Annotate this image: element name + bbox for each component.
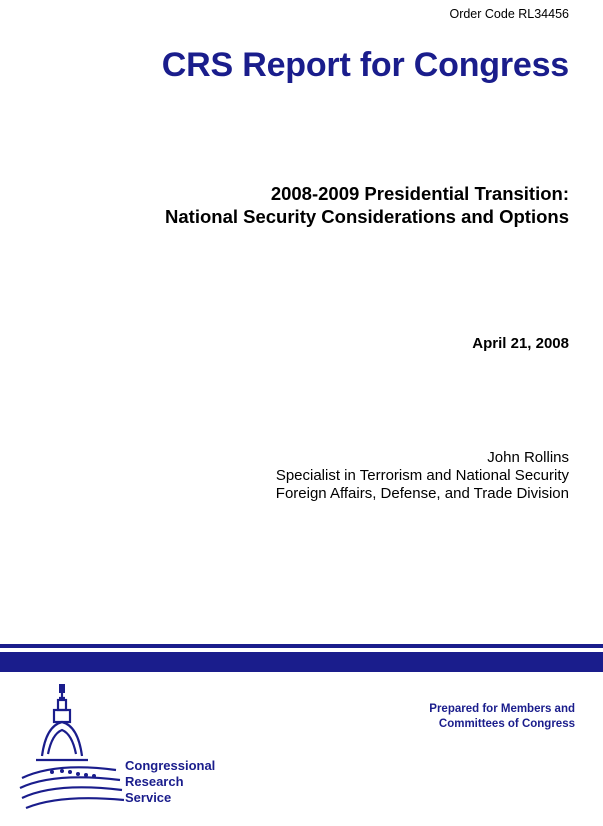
prepared-line2: Committees of Congress (438, 718, 575, 730)
logo-line3: Service (125, 790, 172, 805)
author-block (276, 449, 569, 503)
logo-line2: Research (125, 774, 184, 789)
document-title (165, 182, 569, 228)
prepared-for (429, 702, 575, 732)
prepared-line1: Prepared for Members and (429, 703, 575, 715)
crs-logo-text (125, 758, 215, 806)
document-date: April 21, 2008 (472, 335, 569, 352)
document-title-line2: National Security Considerations and Options (165, 206, 569, 227)
order-code: Order Code RL34456 (449, 7, 569, 21)
report-title: CRS Report for Congress (161, 46, 569, 84)
author-division: Foreign Affairs, Defense, and Trade Division (275, 485, 569, 502)
document-title-line1: 2008-2009 Presidential Transition: (270, 183, 569, 204)
author-name: John Rollins (487, 449, 569, 466)
divider-thin (0, 644, 603, 648)
divider-thick (0, 652, 603, 672)
capitol-dome-icon (16, 684, 136, 814)
logo-line1: Congressional (125, 758, 216, 773)
author-position: Specialist in Terrorism and National Security (275, 467, 569, 484)
